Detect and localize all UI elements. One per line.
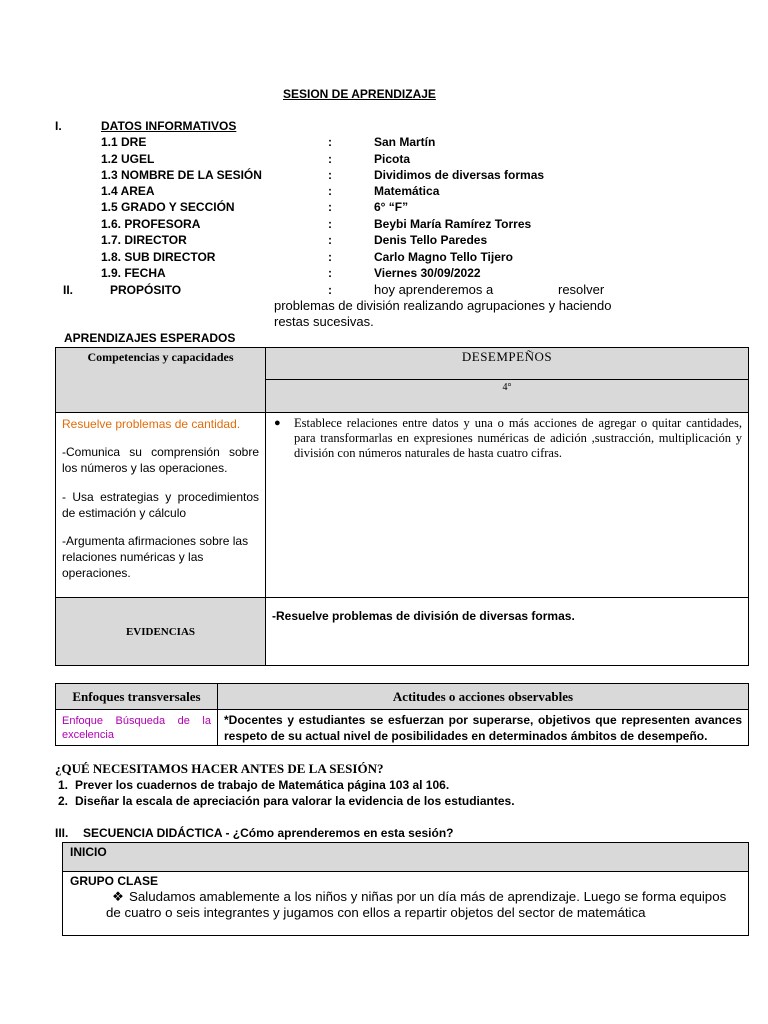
- evidence-text: -Resuelve problemas de división de diversas formas.: [272, 609, 575, 623]
- info-row-teacher: [0, 217, 768, 233]
- section-3-numeral: III.: [55, 826, 69, 840]
- info-row-grade: [0, 200, 768, 216]
- performance-cell: [266, 413, 749, 598]
- learning-table: [55, 347, 749, 666]
- capacity-item: -Argumenta afirmaciones sobre las relaciones numéricas y las operaciones.: [62, 534, 249, 580]
- evidence-label: EVIDENCIAS: [125, 625, 196, 638]
- performance-text: Establece relaciones entre datos y una o más acciones de agregar o quitar cantidades, para transformarlas en expresiones numéricas de adición ,sustracción, multiplicación y división con números naturales de hasta cuatro cifras.: [294, 416, 742, 460]
- info-colon: :: [328, 168, 332, 182]
- start-header: [63, 843, 749, 872]
- preparation-item: [58, 778, 450, 792]
- competencies-header-text: Competencias y capacidades: [87, 350, 234, 364]
- info-row-director: [0, 233, 768, 249]
- document-title: SESION DE APRENDIZAJE: [283, 87, 436, 101]
- grade-header: [266, 380, 749, 413]
- grade-text: 4°: [502, 382, 512, 393]
- info-row-area: [0, 184, 768, 200]
- info-colon: :: [328, 250, 332, 264]
- attitudes-header-text: Actitudes o acciones observables: [392, 688, 574, 704]
- preparation-item-text: Diseñar la escala de apreciación para valorar la evidencia de los estudiantes.: [75, 794, 515, 808]
- info-label: 1.6. PROFESORA: [101, 217, 201, 231]
- group-class-text: Saludamos amablemente a los niños y niñas por un día más de aprendizaje. Luego se forma equipos de cuatro o seis integrantes y jugamos con ellos a repartir objetos del sector de matemática: [106, 889, 727, 920]
- info-label: 1.2 UGEL: [101, 152, 155, 166]
- info-label: 1.9. FECHA: [101, 266, 166, 280]
- performance-header-text: DESEMPEÑOS: [461, 349, 553, 364]
- info-value: San Martín: [374, 135, 436, 149]
- info-row-session-name: [0, 168, 768, 184]
- info-value: Picota: [374, 152, 411, 166]
- attitude-text: *Docentes y estudiantes se esfuerzan por superarse, objetivos que representen avances respeto de su actual nivel de posibilidades en determinados ámbitos de desempeño.: [224, 712, 742, 743]
- info-colon: :: [328, 184, 332, 198]
- approach-text: Enfoque Búsqueda de la excelencia: [62, 714, 211, 741]
- info-label: 1.5 GRADO Y SECCIÓN: [101, 200, 235, 214]
- didactic-sequence-table: [62, 842, 749, 936]
- info-colon: :: [328, 200, 332, 214]
- preparation-item-number: 2.: [58, 794, 69, 808]
- info-value: Beybi María Ramírez Torres: [374, 217, 532, 231]
- section-2-heading: PROPÓSITO: [110, 283, 182, 297]
- info-value: Dividimos de diversas formas: [374, 168, 545, 182]
- info-value: Denis Tello Paredes: [374, 233, 488, 247]
- purpose-line-1b: resolver: [558, 282, 605, 297]
- info-colon: :: [328, 217, 332, 231]
- preparation-item-text: Prever los cuadernos de trabajo de Matemática página 103 al 106.: [75, 778, 450, 792]
- diamond-bullet-icon: ❖: [112, 889, 124, 904]
- approaches-header-text: Enfoques transversales: [72, 688, 201, 704]
- info-label: 1.4 AREA: [101, 184, 155, 198]
- performance-header: [266, 348, 749, 380]
- competencies-cell: [56, 413, 266, 598]
- preparation-item-number: 1.: [58, 778, 69, 792]
- approaches-header: [56, 684, 218, 710]
- info-label: 1.8. SUB DIRECTOR: [101, 250, 216, 264]
- purpose-line-1a: hoy aprenderemos a: [374, 282, 494, 297]
- purpose-line-2: problemas de división realizando agrupaciones y haciendo: [274, 298, 612, 313]
- info-value: Viernes 30/09/2022: [374, 266, 481, 280]
- preparation-heading: ¿QUÉ NECESITAMOS HACER ANTES DE LA SESIÓN?: [55, 761, 384, 776]
- competency-title: Resuelve problemas de cantidad.: [62, 417, 241, 431]
- info-colon: :: [328, 135, 332, 149]
- section-3-heading: SECUENCIA DIDÁCTICA - ¿Cómo aprenderemos en esta sesión?: [83, 826, 454, 840]
- info-label: 1.1 DRE: [101, 135, 147, 149]
- info-row-date: [0, 266, 768, 282]
- bullet-dot-icon: ●: [274, 417, 281, 429]
- info-label: 1.3 NOMBRE DE LA SESIÓN: [101, 168, 262, 182]
- info-value: Matemática: [374, 184, 440, 198]
- purpose-line-3: restas sucesivas.: [274, 314, 374, 329]
- info-row-ugel: [0, 152, 768, 168]
- section-2-colon: :: [328, 283, 332, 297]
- section-1-heading: DATOS INFORMATIVOS: [101, 119, 237, 133]
- competencies-header: [56, 348, 266, 413]
- start-header-text: INICIO: [70, 845, 107, 859]
- evidence-cell: [266, 598, 749, 666]
- info-value: 6° “F”: [374, 200, 409, 214]
- attitudes-header: [218, 684, 749, 710]
- attitude-cell: [218, 710, 749, 746]
- group-class-label: GRUPO CLASE: [70, 874, 159, 888]
- approach-cell: [56, 710, 218, 746]
- capacity-item: - Usa estrategias y procedimientos de estimación y cálculo: [62, 490, 259, 520]
- info-colon: :: [328, 266, 332, 280]
- info-label: 1.7. DIRECTOR: [101, 233, 187, 247]
- info-colon: :: [328, 152, 332, 166]
- preparation-item: [58, 794, 515, 808]
- approaches-table: [55, 683, 749, 746]
- capacity-item: -Comunica su comprensión sobre los números y las operaciones.: [62, 445, 259, 475]
- section-1-numeral: I.: [55, 119, 62, 133]
- info-colon: :: [328, 233, 332, 247]
- info-value: Carlo Magno Tello Tijero: [374, 250, 513, 264]
- expected-learning-heading: APRENDIZAJES ESPERADOS: [64, 331, 236, 345]
- section-2-numeral: II.: [63, 283, 74, 297]
- evidence-label-cell: [56, 598, 266, 666]
- info-row-sub-director: [0, 250, 768, 266]
- info-row-dre: [0, 135, 768, 151]
- group-class-cell: [63, 872, 749, 936]
